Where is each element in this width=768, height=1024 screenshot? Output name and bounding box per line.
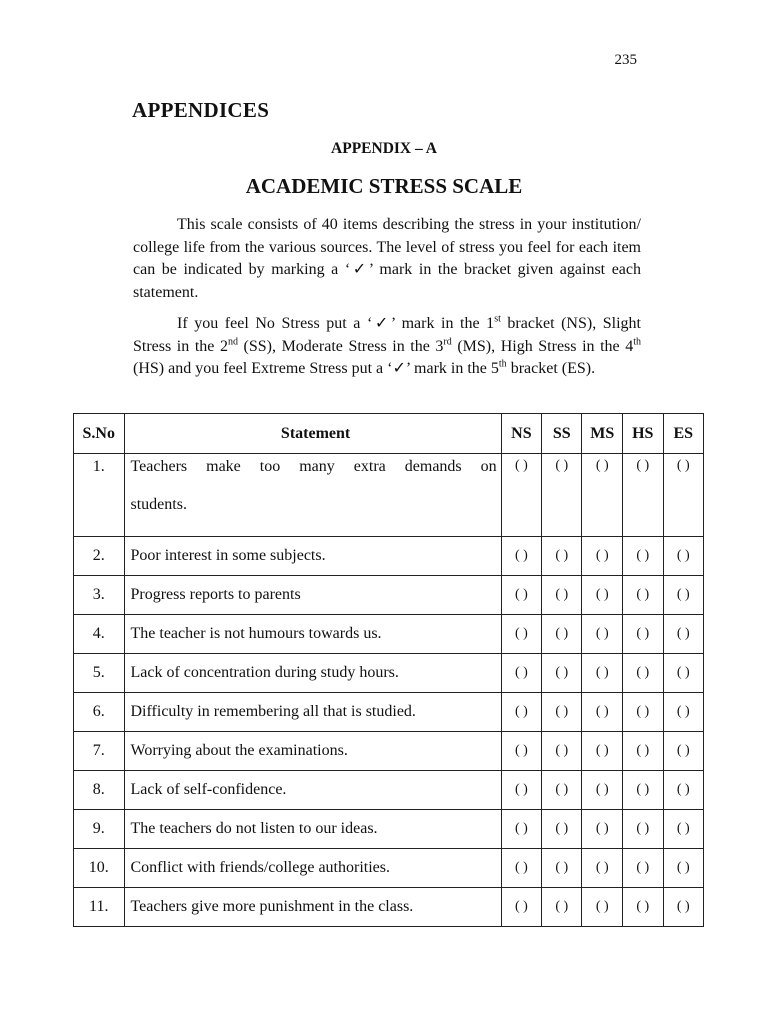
row-number: 3.	[74, 576, 125, 615]
bracket-hs[interactable]: ( )	[623, 732, 663, 771]
bracket-ns[interactable]: ( )	[501, 888, 541, 927]
row-statement: Progress reports to parents	[124, 576, 501, 615]
bracket-ns[interactable]: ( )	[501, 849, 541, 888]
bracket-ss[interactable]: ( )	[542, 454, 582, 537]
sub-heading: APPENDIX – A	[331, 140, 437, 157]
bracket-ss[interactable]: ( )	[542, 732, 582, 771]
row-number: 8.	[74, 771, 125, 810]
row-statement: Difficulty in remembering all that is studied.	[124, 693, 501, 732]
bracket-ms[interactable]: ( )	[582, 888, 623, 927]
bracket-ms[interactable]: ( )	[582, 693, 623, 732]
table-row	[74, 849, 704, 888]
bracket-ns[interactable]: ( )	[501, 654, 541, 693]
bracket-ms[interactable]: ( )	[582, 454, 623, 537]
bracket-es[interactable]: ( )	[663, 615, 704, 654]
row-number: 2.	[74, 537, 125, 576]
row-statement: Conflict with friends/college authorities.	[124, 849, 501, 888]
row-number: 7.	[74, 732, 125, 771]
bracket-hs[interactable]: ( )	[623, 849, 663, 888]
bracket-es[interactable]: ( )	[663, 771, 704, 810]
bracket-hs[interactable]: ( )	[623, 771, 663, 810]
bracket-hs[interactable]: ( )	[623, 654, 663, 693]
table-row	[74, 732, 704, 771]
header-statement: Statement	[124, 414, 501, 454]
bracket-hs[interactable]: ( )	[623, 576, 663, 615]
bracket-ss[interactable]: ( )	[542, 615, 582, 654]
row-number: 9.	[74, 810, 125, 849]
table-header-row	[74, 414, 704, 454]
bracket-ss[interactable]: ( )	[542, 693, 582, 732]
stress-scale-table	[73, 413, 704, 927]
table-body	[74, 454, 704, 927]
bracket-ms[interactable]: ( )	[582, 654, 623, 693]
bracket-hs[interactable]: ( )	[623, 537, 663, 576]
bracket-ss[interactable]: ( )	[542, 849, 582, 888]
bracket-ms[interactable]: ( )	[582, 615, 623, 654]
bracket-ns[interactable]: ( )	[501, 732, 541, 771]
table-row	[74, 654, 704, 693]
table-row	[74, 537, 704, 576]
intro-paragraph-1: This scale consists of 40 items describing the stress in your institution/ college life from the various sources. The level of stress you feel for each item can be indicated by marking a ‘✓’ mark in the bracket given against each statement.	[133, 216, 641, 301]
row-number: 5.	[74, 654, 125, 693]
row-statement: Lack of self-confidence.	[124, 771, 501, 810]
bracket-es[interactable]: ( )	[663, 537, 704, 576]
bracket-hs[interactable]: ( )	[623, 810, 663, 849]
main-heading: APPENDICES	[132, 98, 270, 122]
header-ss: SS	[542, 414, 582, 454]
bracket-es[interactable]: ( )	[663, 810, 704, 849]
page-number: 235	[614, 52, 637, 68]
bracket-ns[interactable]: ( )	[501, 537, 541, 576]
bracket-hs[interactable]: ( )	[623, 454, 663, 537]
bracket-ss[interactable]: ( )	[542, 537, 582, 576]
row-number: 4.	[74, 615, 125, 654]
bracket-ns[interactable]: ( )	[501, 771, 541, 810]
bracket-ss[interactable]: ( )	[542, 576, 582, 615]
statement-line-1: Teachers make too many extra demands on	[130, 458, 497, 475]
bracket-ms[interactable]: ( )	[582, 537, 623, 576]
bracket-ss[interactable]: ( )	[542, 771, 582, 810]
table-row	[74, 454, 704, 537]
bracket-ms[interactable]: ( )	[582, 771, 623, 810]
table-row	[74, 771, 704, 810]
bracket-ns[interactable]: ( )	[501, 576, 541, 615]
header-ns: NS	[501, 414, 541, 454]
header-hs: HS	[623, 414, 663, 454]
bracket-es[interactable]: ( )	[663, 888, 704, 927]
table-row	[74, 576, 704, 615]
bracket-es[interactable]: ( )	[663, 849, 704, 888]
row-number: 6.	[74, 693, 125, 732]
row-statement: Lack of concentration during study hours.	[124, 654, 501, 693]
row-statement	[124, 454, 501, 537]
row-statement: Worrying about the examinations.	[124, 732, 501, 771]
row-statement: Poor interest in some subjects.	[124, 537, 501, 576]
bracket-hs[interactable]: ( )	[623, 693, 663, 732]
bracket-ns[interactable]: ( )	[501, 615, 541, 654]
bracket-ms[interactable]: ( )	[582, 732, 623, 771]
row-statement: The teacher is not humours towards us.	[124, 615, 501, 654]
bracket-ns[interactable]: ( )	[501, 810, 541, 849]
header-ms: MS	[582, 414, 623, 454]
bracket-es[interactable]: ( )	[663, 454, 704, 537]
header-sno: S.No	[74, 414, 125, 454]
table-row	[74, 693, 704, 732]
bracket-hs[interactable]: ( )	[623, 888, 663, 927]
row-number: 10.	[74, 849, 125, 888]
bracket-ss[interactable]: ( )	[542, 654, 582, 693]
bracket-ns[interactable]: ( )	[501, 693, 541, 732]
bracket-ss[interactable]: ( )	[542, 888, 582, 927]
bracket-es[interactable]: ( )	[663, 576, 704, 615]
row-number: 11.	[74, 888, 125, 927]
table-row	[74, 810, 704, 849]
header-es: ES	[663, 414, 704, 454]
row-number: 1.	[74, 454, 125, 537]
bracket-ms[interactable]: ( )	[582, 810, 623, 849]
bracket-ss[interactable]: ( )	[542, 810, 582, 849]
bracket-es[interactable]: ( )	[663, 732, 704, 771]
statement-line-2: students.	[130, 496, 187, 513]
table-row	[74, 615, 704, 654]
scale-title: ACADEMIC STRESS SCALE	[245, 174, 523, 198]
bracket-ms[interactable]: ( )	[582, 849, 623, 888]
table-row	[74, 888, 704, 927]
row-statement: The teachers do not listen to our ideas.	[124, 810, 501, 849]
bracket-es[interactable]: ( )	[663, 654, 704, 693]
bracket-ms[interactable]: ( )	[582, 576, 623, 615]
intro-paragraph-2: If you feel No Stress put a ‘✓’ mark in the 1st bracket (NS), Slight Stress in the 2nd (SS), Moderate Stress in the 3rd (MS), High Stress in the 4th (HS) and you feel Extreme Stress put a ‘✓’ mark in the 5th bracket (ES).	[133, 313, 642, 377]
bracket-hs[interactable]: ( )	[623, 615, 663, 654]
row-statement: Teachers give more punishment in the class.	[124, 888, 501, 927]
bracket-es[interactable]: ( )	[663, 693, 704, 732]
bracket-ns[interactable]: ( )	[501, 454, 541, 537]
